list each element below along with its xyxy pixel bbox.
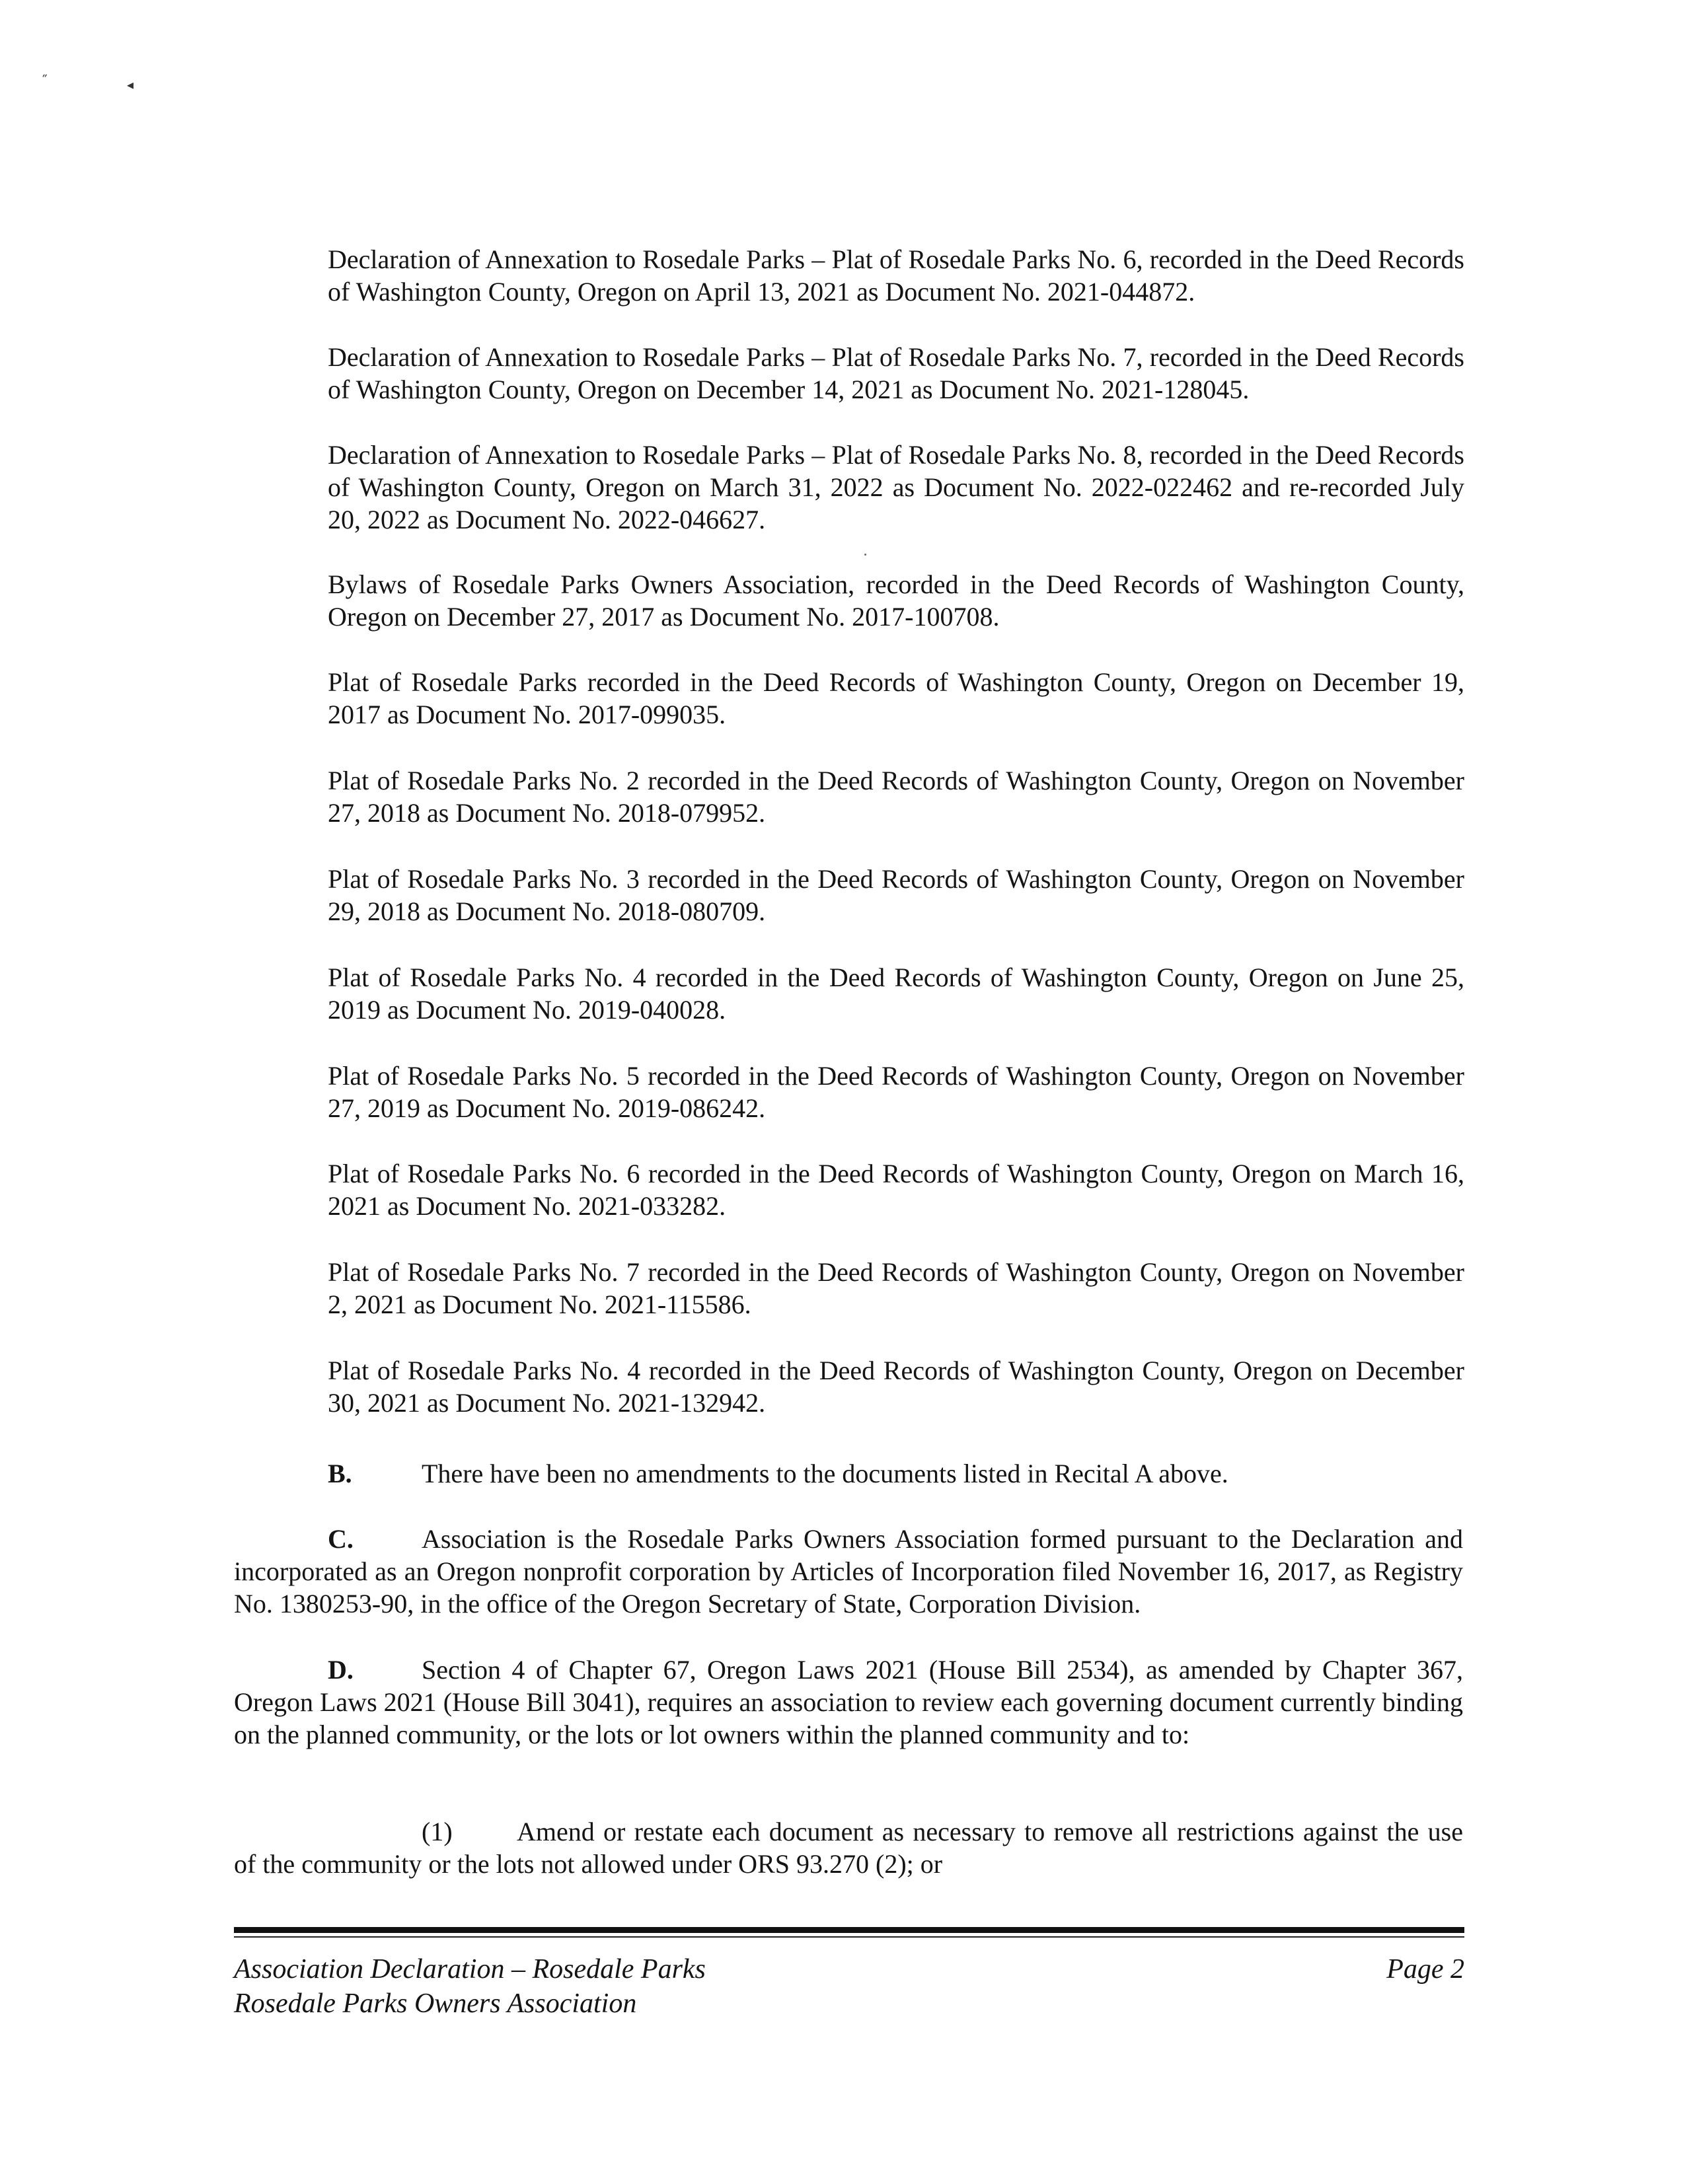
recital-c-label: C. xyxy=(328,1524,354,1554)
sub-item-1-number: (1) xyxy=(422,1817,453,1846)
scan-dot xyxy=(864,554,866,556)
recital-a-item-10: Plat of Rosedale Parks No. 6 recorded in the Deed Records of Washington County, Oregon on March 16, 2021 as Document No. 2021-033282. xyxy=(328,1159,1464,1221)
recital-d xyxy=(234,1654,1463,1751)
recital-a-item-2: Declaration of Annexation to Rosedale Parks – Plat of Rosedale Parks No. 7, recorded in the Deed Records of Washington County, Oregon on December 14, 2021 as Document No. 2021-128045. xyxy=(328,342,1464,404)
footer-document-title: Association Declaration – Rosedale Parks xyxy=(234,1954,706,1984)
recital-b-label: B. xyxy=(328,1459,352,1488)
recital-c-text: Association is the Rosedale Parks Owners Association formed pursuant to the Declaration and incorporated as an Oregon nonprofit corporation by Articles of Incorporation filed November 16, 2017, as Registry No. 1380253-90, in the office of the Oregon Secretary of State, Corporation Division. xyxy=(234,1524,1463,1619)
recital-a-item-5: Plat of Rosedale Parks recorded in the Deed Records of Washington County, Oregon on December 19, 2017 as Document No. 2017-099035. xyxy=(328,667,1464,729)
recital-a-item-4: Bylaws of Rosedale Parks Owners Association, recorded in the Deed Records of Washington County, Oregon on December 27, 2017 as Document No. 2017-100708. xyxy=(328,569,1464,632)
recital-a-item-6: Plat of Rosedale Parks No. 2 recorded in the Deed Records of Washington County, Oregon on November 27, 2018 as Document No. 2018-079952. xyxy=(328,766,1464,828)
scan-mark-2: ◂ xyxy=(127,77,134,92)
recital-d-text: Section 4 of Chapter 67, Oregon Laws 2021 (House Bill 2534), as amended by Chapter 367, Oregon Laws 2021 (House Bill 3041), requires an association to review each governing document currently binding on the planned community, or the lots or lot owners within the planned community and to: xyxy=(234,1655,1463,1749)
footer-association-name: Rosedale Parks Owners Association xyxy=(234,1988,637,2019)
recital-a-item-9: Plat of Rosedale Parks No. 5 recorded in the Deed Records of Washington County, Oregon on November 27, 2019 as Document No. 2019-086242. xyxy=(328,1061,1464,1123)
recital-b xyxy=(328,1457,1464,1490)
footer-rule-thin xyxy=(234,1936,1464,1938)
footer-rule-thick xyxy=(234,1927,1464,1933)
sub-item-1-text: Amend or restate each document as necessary to remove all restrictions against the use of the community or the lots not allowed under ORS 93.270 (2); or xyxy=(234,1817,1463,1879)
sub-item-1 xyxy=(234,1815,1463,1880)
recital-c xyxy=(234,1523,1463,1620)
recital-d-label: D. xyxy=(328,1655,354,1685)
recital-a-item-7: Plat of Rosedale Parks No. 3 recorded in the Deed Records of Washington County, Oregon on November 29, 2018 as Document No. 2018-080709. xyxy=(328,864,1464,926)
recital-a-item-3: Declaration of Annexation to Rosedale Parks – Plat of Rosedale Parks No. 8, recorded in the Deed Records of Washington County, Oregon on March 31, 2022 as Document No. 2022-022462 and re-recorded July 20, 2022 as Document No. 2022-046627. xyxy=(328,440,1464,534)
recital-a-item-11: Plat of Rosedale Parks No. 7 recorded in the Deed Records of Washington County, Oregon on November 2, 2021 as Document No. 2021-115586. xyxy=(328,1257,1464,1319)
recital-b-text: There have been no amendments to the documents listed in Recital A above. xyxy=(422,1459,1228,1488)
footer-left xyxy=(234,1952,706,2021)
recital-a-item-1: Declaration of Annexation to Rosedale Parks – Plat of Rosedale Parks No. 6, recorded in the Deed Records of Washington County, Oregon on April 13, 2021 as Document No. 2021-044872. xyxy=(328,244,1464,307)
recital-a-item-12: Plat of Rosedale Parks No. 4 recorded in the Deed Records of Washington County, Oregon on December 30, 2021 as Document No. 2021-132942. xyxy=(328,1356,1464,1418)
page-number: Page 2 xyxy=(1386,1954,1464,1984)
recital-a-item-8: Plat of Rosedale Parks No. 4 recorded in the Deed Records of Washington County, Oregon on June 25, 2019 as Document No. 2019-040028. xyxy=(328,963,1464,1025)
scan-mark-1: ˝ xyxy=(41,73,48,89)
